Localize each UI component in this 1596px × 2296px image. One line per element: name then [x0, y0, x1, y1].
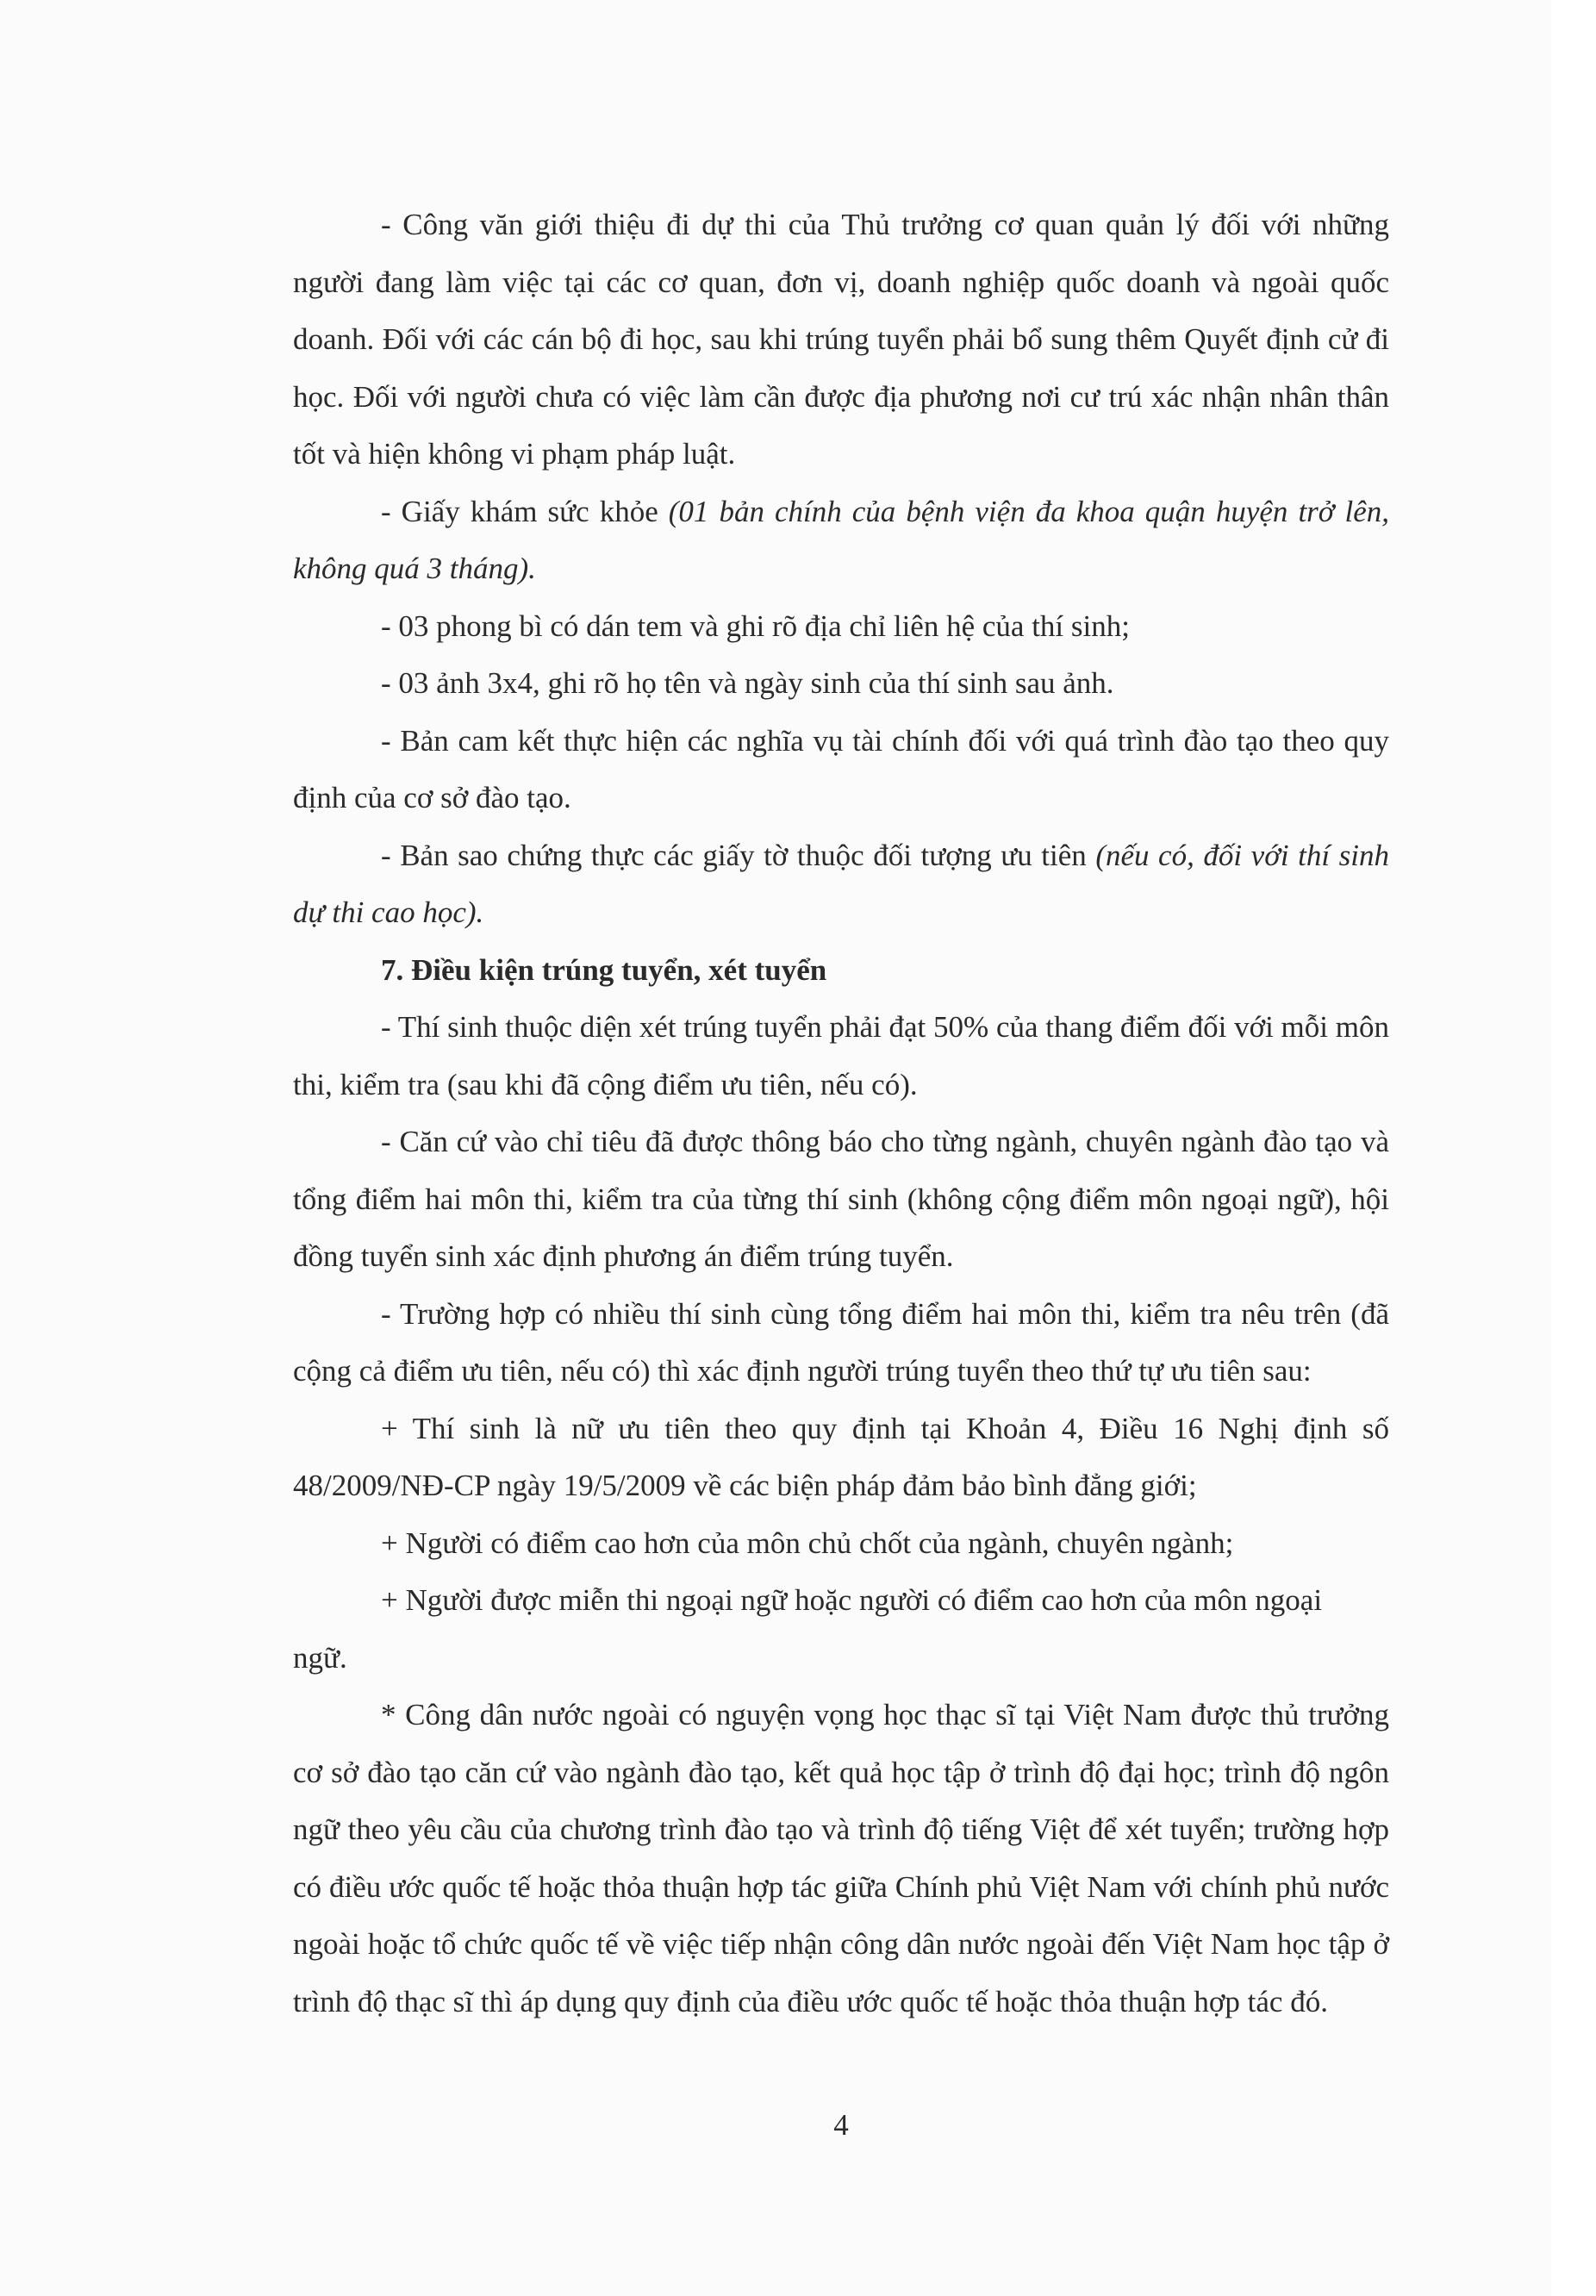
paragraph-priority-documents: [293, 827, 1389, 942]
paragraph-envelopes: [293, 598, 1389, 656]
paragraph-priority-female: [293, 1401, 1389, 1515]
paragraph-text: - Bản cam kết thực hiện các nghĩa vụ tài chính đối với quá trình đào tạo theo quy định của cơ sở đào tạo.: [293, 723, 1389, 814]
paragraph-text: - Thí sinh thuộc diện xét trúng tuyển phải đạt 50% của thang điểm đối với mỗi môn thi, kiểm tra (sau khi đã cộng điểm ưu tiên, nếu có).: [293, 1010, 1389, 1101]
paragraph-text: + Người được miễn thi ngoại ngữ hoặc người có điểm cao hơn của môn ngoại: [381, 1583, 1323, 1617]
paragraph-text: - 03 phong bì có dán tem và ghi rõ địa chỉ liên hệ của thí sinh;: [381, 608, 1130, 643]
paragraph-text: - Trường hợp có nhiều thí sinh cùng tổng điểm hai môn thi, kiểm tra nêu trên (đã cộng cả điểm ưu tiên, nếu có) thì xác định người trúng tuyển theo thứ tự ưu tiên sau:: [293, 1296, 1389, 1388]
paragraph-minimum-score: [293, 999, 1389, 1114]
paragraph-text: + Người có điểm cao hơn của môn chủ chốt của ngành, chuyên ngành;: [381, 1525, 1234, 1560]
paragraph-health-certificate: [293, 484, 1389, 598]
paragraph-text: - Bản sao chứng thực các giấy tờ thuộc đối tượng ưu tiên: [381, 838, 1096, 872]
paragraph-recommendation-letter: [293, 197, 1389, 484]
paragraph-text: ngữ.: [293, 1640, 347, 1675]
paragraph-priority-major-subject: [293, 1515, 1389, 1573]
paragraph-text: * Công dân nước ngoài có nguyện vọng học thạc sĩ tại Việt Nam được thủ trưởng cơ sở đào tạo căn cứ vào ngành đào tạo, kết quả học tập ở trình độ đại học; trình độ ngôn ngữ theo yêu cầu của chương trình đào tạo và trình độ tiếng Việt để xét tuyển; trường hợp có điều ước quốc tế hoặc thỏa thuận hợp tác giữa Chính phủ Việt Nam với chính phủ nước ngoài hoặc tổ chức quốc tế về việc tiếp nhận công dân nước ngoài đến Việt Nam học tập ở trình độ thạc sĩ thì áp dụng quy định của điều ước quốc tế hoặc thỏa thuận hợp tác đó.: [293, 1698, 1389, 2018]
paragraph-italic-note: (01 bản chính của bệnh viện đa khoa quận huyện trở lên, không quá 3 tháng).: [293, 494, 1390, 585]
document-body: [293, 197, 1389, 2031]
paragraph-priority-foreign-language: [293, 1572, 1389, 1630]
paragraph-text: - Giấy khám sức khỏe: [381, 494, 669, 528]
paragraph-financial-commitment: [293, 713, 1389, 827]
paragraph-continuation: [293, 1630, 1389, 1688]
paragraph-text: - 03 ảnh 3x4, ghi rõ họ tên và ngày sinh của thí sinh sau ảnh.: [381, 666, 1114, 700]
section-heading-text: 7. Điều kiện trúng tuyển, xét tuyển: [381, 952, 827, 987]
section-heading: [293, 942, 1389, 1000]
paragraph-italic-note: (nếu có, đối với thí sinh dự thi cao học).: [293, 838, 1389, 929]
paragraph-tie-break: [293, 1286, 1389, 1401]
paragraph-text: - Căn cứ vào chỉ tiêu đã được thông báo cho từng ngành, chuyên ngành đào tạo và tổng điểm hai môn thi, kiểm tra của từng thí sinh (không cộng điểm môn ngoại ngữ), hội đồng tuyển sinh xác định phương án điểm trúng tuyển.: [293, 1125, 1389, 1273]
paragraph-text: + Thí sinh là nữ ưu tiên theo quy định tại Khoản 4, Điều 16 Nghị định số 48/2009/NĐ-CP ngày 19/5/2009 về các biện pháp đảm bảo bình đẳng giới;: [293, 1411, 1389, 1502]
paragraph-photos: [293, 655, 1389, 713]
page-margin: [1551, 0, 1596, 2296]
paragraph-text: - Công văn giới thiệu đi dự thi của Thủ trưởng cơ quan quản lý đối với những người đang làm việc tại các cơ quan, đơn vị, doanh nghiệp quốc doanh và ngoài quốc doanh. Đối với các cán bộ đi học, sau khi trúng tuyển phải bổ sung thêm Quyết định cử đi học. Đối với người chưa có việc làm cần được địa phương nơi cư trú xác nhận nhân thân tốt và hiện không vi phạm pháp luật.: [293, 208, 1389, 471]
paragraph-foreign-citizens: [293, 1687, 1389, 2031]
page-number: 4: [833, 2108, 849, 2142]
paragraph-quota: [293, 1114, 1389, 1286]
